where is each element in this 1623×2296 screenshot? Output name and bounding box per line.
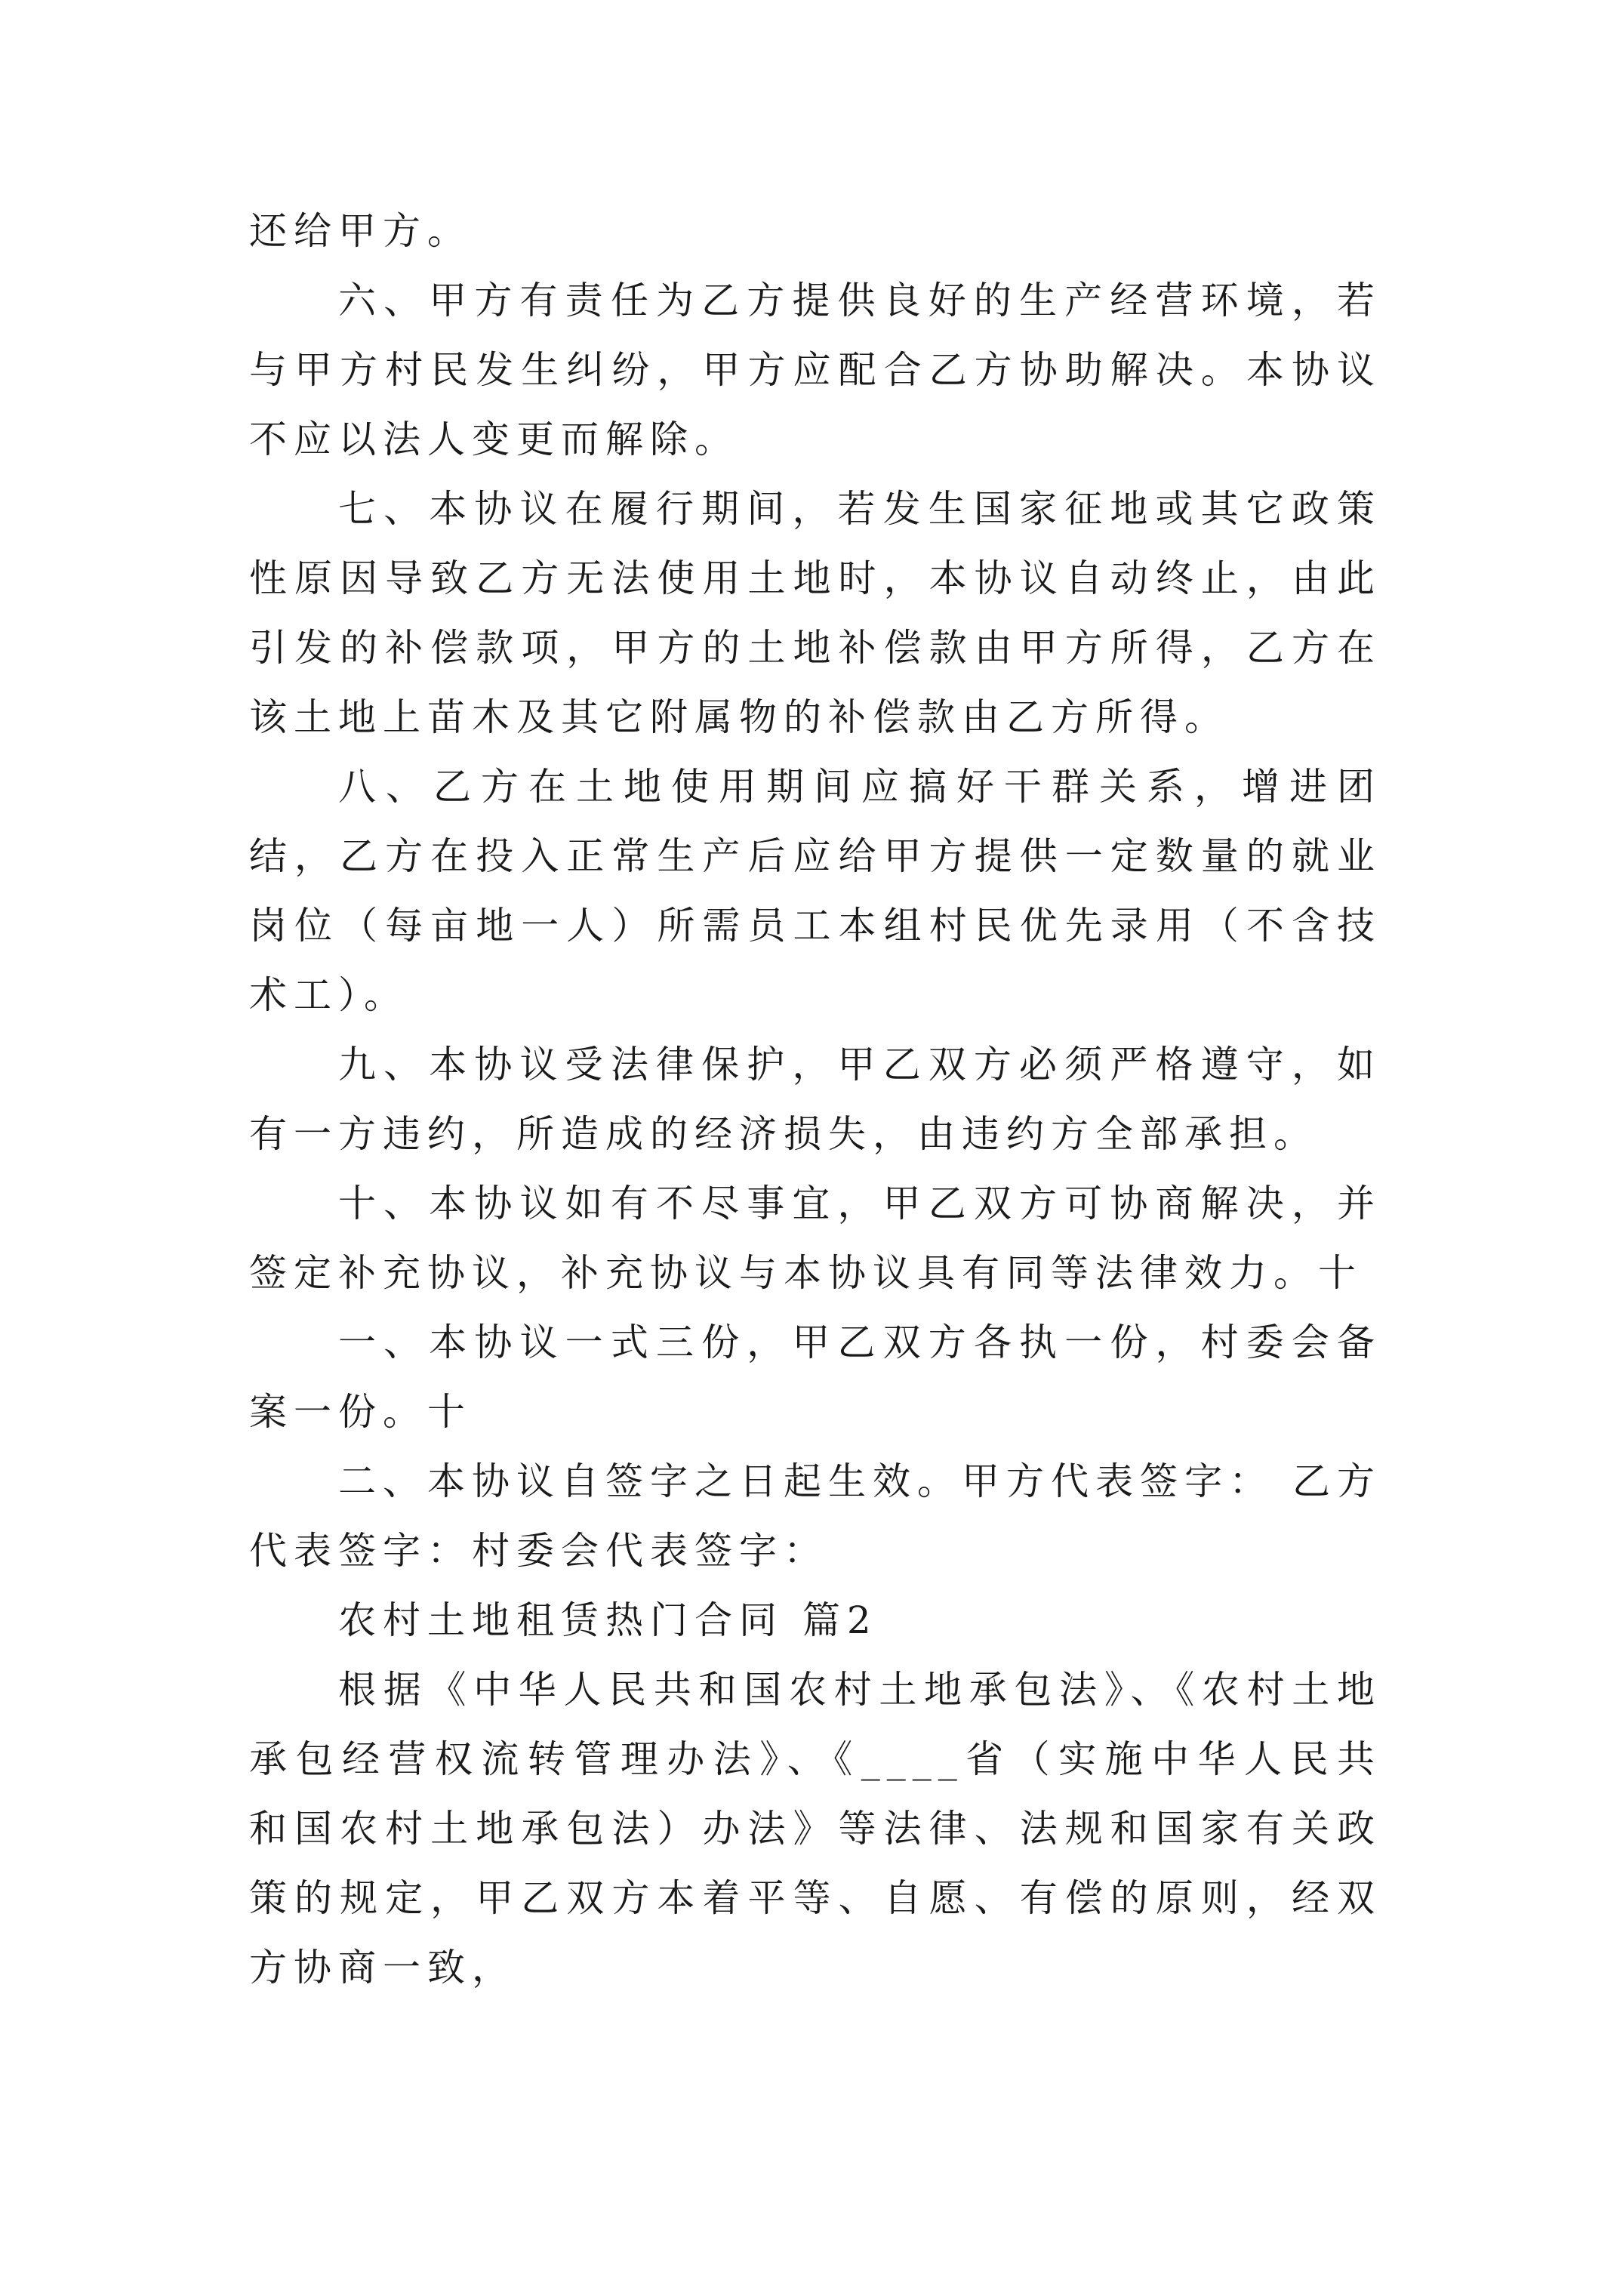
paragraph-clause-11: 一、本协议一式三份，甲乙双方各执一份，村委会备案一份。十 xyxy=(249,1321,1381,1434)
paragraph-continuation: 还给甲方。 xyxy=(249,209,472,253)
section-heading: 农村土地租赁热门合同 篇2 xyxy=(338,1598,878,1642)
paragraph-clause-10: 十、本协议如有不尽事宜，甲乙双方可协商解决，并签定补充协议，补充协议与本协议具有同等法律效力。十 xyxy=(249,1182,1381,1295)
paragraph-clause-8: 八、乙方在土地使用期间应搞好干群关系，增进团结，乙方在投入正常生产后应给甲方提供一定数量的就业岗位（每亩地一人）所需员工本组村民优先录用（不含技术工）。 xyxy=(249,765,1381,1017)
paragraph-clause-7: 七、本协议在履行期间，若发生国家征地或其它政策性原因导致乙方无法使用土地时，本协议自动终止，由此引发的补偿款项，甲方的土地补偿款由甲方所得，乙方在该土地上苗木及其它附属物的补偿款由乙方所得。 xyxy=(249,487,1381,739)
paragraph-preamble: 根据《中华人民共和国农村土地承包法》、《农村土地承包经营权流转管理办法》、《____省（实施中华人民共和国农村土地承包法）办法》等法律、法规和国家有关政策的规定，甲乙双方本着平等、自愿、有偿的原则，经双方协商一致， xyxy=(249,1668,1381,1989)
paragraph-clause-12: 二、本协议自签字之日起生效。甲方代表签字： 乙方代表签字：村委会代表签字： xyxy=(249,1459,1381,1573)
paragraph-clause-6: 六、甲方有责任为乙方提供良好的生产经营环境，若与甲方村民发生纠纷，甲方应配合乙方协助解决。本协议不应以法人变更而解除。 xyxy=(249,279,1381,461)
document-body xyxy=(249,196,1381,2002)
paragraph-clause-9: 九、本协议受法律保护，甲乙双方必须严格遵守，如有一方违约，所造成的经济损失，由违约方全部承担。 xyxy=(249,1043,1381,1156)
